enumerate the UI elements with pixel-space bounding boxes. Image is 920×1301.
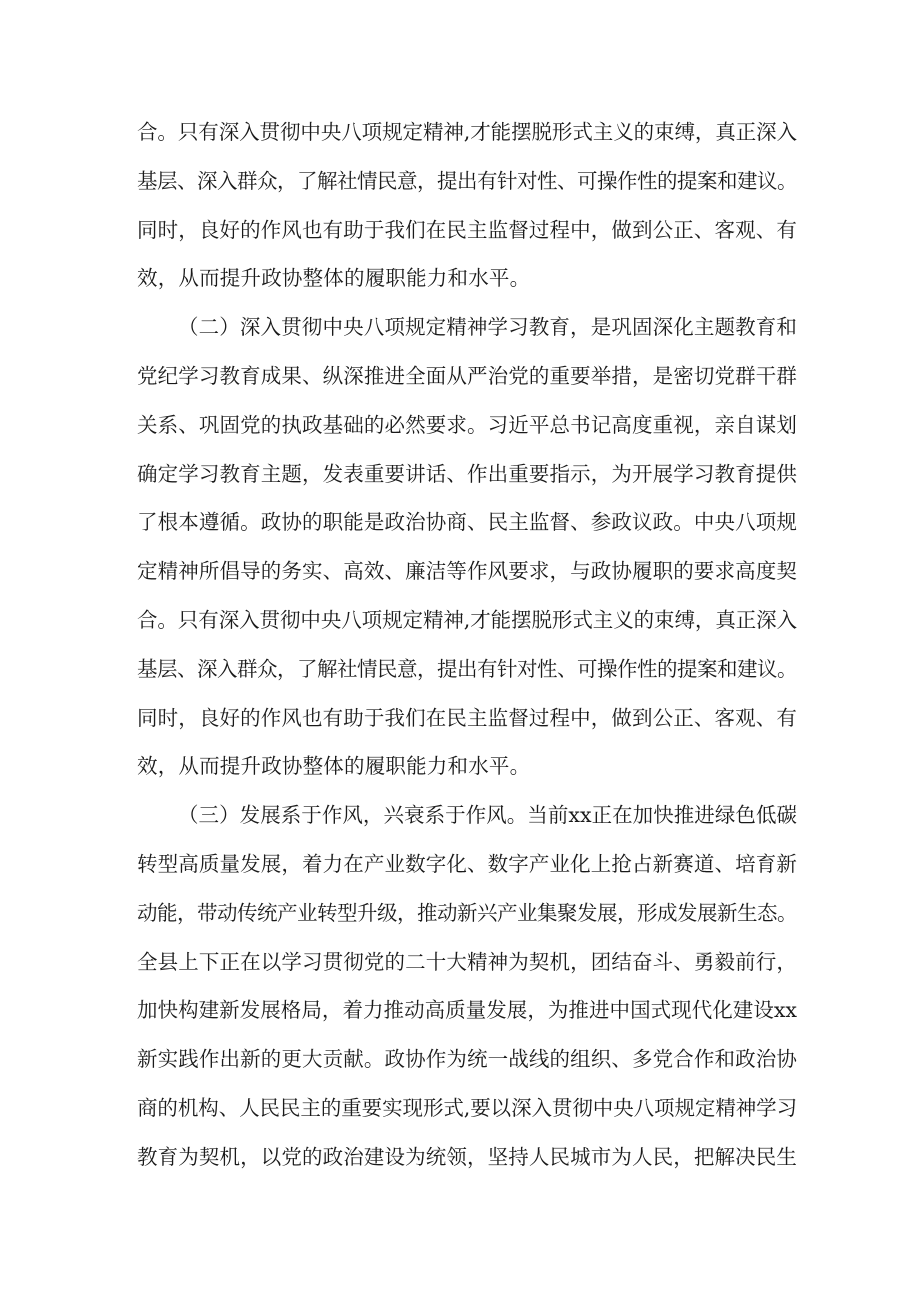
paragraph-line: 党纪学习教育成果、纵深推进全面从严治党的重要举措，是密切党群干群 [137,363,797,388]
paragraph-line: 新实践作出新的更大贡献。政协作为统一战线的组织、多党合作和政治协 [137,1047,797,1072]
paragraph-line: 基层、深入群众，了解社情民意，提出有针对性、可操作性的提案和建议。 [137,656,797,681]
paragraph-line: 合。只有深入贯彻中央八项规定精神,才能摆脱形式主义的束缚，真正深入 [137,607,797,632]
paragraph-line: （二）深入贯彻中央八项规定精神学习教育，是巩固深化主题教育和 [178,315,797,340]
paragraph-line: 关系、巩固党的执政基础的必然要求。习近平总书记高度重视，亲自谋划 [137,412,797,437]
paragraph-line: 效，从而提升政协整体的履职能力和水平。 [137,754,531,779]
paragraph-line: 定精神所倡导的务实、高效、廉洁等作风要求，与政协履职的要求高度契 [137,559,797,584]
paragraph-line: 商的机构、人民民主的重要实现形式,要以深入贯彻中央八项规定精神学习 [137,1095,797,1120]
paragraph-2 [137,303,797,791]
paragraph-line: 动能，带动传统产业转型升级，推动新兴产业集聚发展，形成发展新生态。 [137,900,797,925]
paragraph-line: 加快构建新发展格局，着力推动高质量发展，为推进中国式现代化建设xx [137,998,797,1023]
paragraph-line: （三）发展系于作风，兴衰系于作风。当前xx正在加快推进绿色低碳 [178,803,797,828]
paragraph-line: 同时，良好的作风也有助于我们在民主监督过程中，做到公正、客观、有 [137,217,797,242]
paragraph-line: 同时，良好的作风也有助于我们在民主监督过程中，做到公正、客观、有 [137,705,797,730]
document-body [137,108,797,1182]
paragraph-3 [137,791,797,1181]
paragraph-line: 合。只有深入贯彻中央八项规定精神,才能摆脱形式主义的束缚，真正深入 [137,120,797,144]
paragraph-line: 效，从而提升政协整体的履职能力和水平。 [137,266,531,291]
paragraph-line: 基层、深入群众，了解社情民意，提出有针对性、可操作性的提案和建议。 [137,168,797,193]
paragraph-1 [137,108,797,303]
paragraph-line: 转型高质量发展，着力在产业数字化、数字产业化上抢占新赛道、培育新 [137,851,797,876]
paragraph-line: 了根本遵循。政协的职能是政治协商、民主监督、参政议政。中央八项规 [137,510,797,535]
paragraph-line: 教育为契机，以党的政治建设为统领，坚持人民城市为人民，把解决民生 [137,1144,797,1169]
paragraph-line: 全县上下正在以学习贯彻党的二十大精神为契机，团结奋斗、勇毅前行， [137,949,797,974]
paragraph-line: 确定学习教育主题，发表重要讲话、作出重要指示，为开展学习教育提供 [137,461,797,486]
